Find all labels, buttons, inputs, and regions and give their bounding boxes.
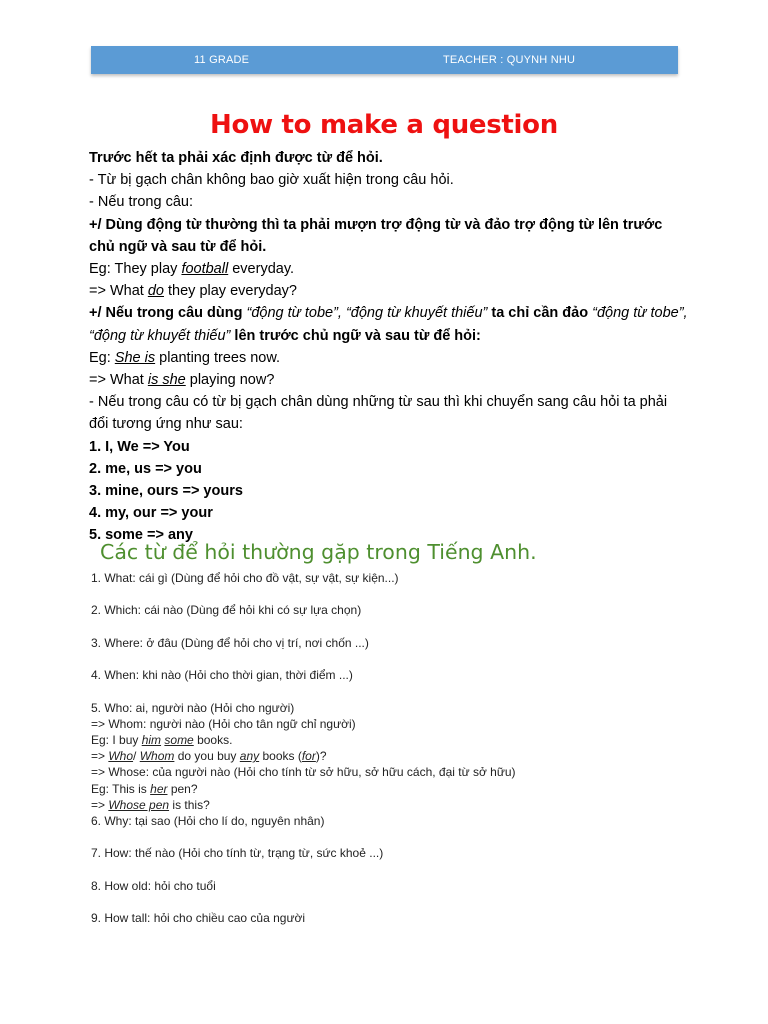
list-item: => Whom: người nào (Hỏi cho tân ngữ chỉ người) [91,716,356,731]
underlined-word: for [301,749,316,764]
list-item: 6. Why: tại sao (Hỏi cho lí do, nguyên nhân) [91,813,325,828]
list-item: => Whose: của người nào (Hỏi cho tính từ sở hữu, sở hữu cách, đại từ sở hữu) [91,765,516,780]
underlined-word: any [239,749,260,764]
header-bar [91,46,678,74]
list-item: 5. Who: ai, người nào (Hỏi cho người) [91,700,295,715]
question-words-list [91,570,691,926]
list-item: 9. How tall: hỏi cho chiều cao của người [91,911,306,926]
section-title: Các từ để hỏi thường gặp trong Tiếng Anh. [100,540,537,564]
rule-item: 3. mine, ours => yours [89,483,243,500]
underlined-word: Who [108,749,134,764]
rule-item: 5. some => any [89,527,193,544]
example-line: Eg: I buy him some books. [91,732,233,747]
example-line: Eg: They play football everyday. [89,261,295,278]
intro-line: - Nếu trong câu có từ bị gạch chân dùng những từ sau thì khi chuyển sang câu hỏi ta phải đổi tương ứng như sau: [89,394,668,433]
example-line: => Whose pen is this? [91,797,210,812]
underlined-word: her [150,781,168,796]
list-item: 1. What: cái gì (Dùng để hỏi cho đồ vật, sự vật, sự kiện...) [91,571,399,585]
underlined-word: football [181,261,229,278]
underlined-word: She is [114,349,156,366]
rule-item: 2. me, us => you [89,460,202,477]
rule-item: 4. my, our => your [89,505,213,522]
underlined-word: Whom [139,749,175,764]
teacher-label: TEACHER : QUYNH NHU [443,54,576,66]
example-line: => What do they play everyday? [89,283,297,300]
intro-line: Trước hết ta phải xác định được từ để hỏi. [89,150,383,166]
example-line: Eg: She is planting trees now. [89,349,281,366]
list-item: 8. How old: hỏi cho tuổi [91,878,216,893]
list-item: 7. How: thế nào (Hỏi cho tính từ, trạng từ, sức khoẻ ...) [91,846,384,861]
example-line: => What is she playing now? [89,372,275,389]
rule-tobe: +/ Nếu trong câu dùng “động từ tobe”, “động từ khuyết thiếu” ta chỉ cần đảo “động từ tobe”, “động từ khuyết thiếu” lên trước chủ ngữ và sau từ để hỏi: [89,305,688,344]
page-title: How to make a question [210,110,558,140]
rule-verb: +/ Dùng động từ thường thì ta phải mượn trợ động từ và đảo trợ động từ lên trước chủ ngữ và sau từ để hỏi. [89,216,663,255]
list-item: 2. Which: cái nào (Dùng để hỏi khi có sự lựa chọn) [91,603,362,618]
rule-item: 1. I, We => You [89,438,190,455]
intro-line: - Nếu trong câu: [89,194,193,211]
underlined-word: Whose pen [108,797,170,812]
underlined-word: some [164,732,194,747]
list-item: 3. Where: ở đâu (Dùng để hỏi cho vị trí, nơi chốn ...) [91,635,369,650]
underlined-word: is she [147,372,186,389]
intro-section [89,147,689,547]
example-line: Eg: This is her pen? [91,781,198,796]
grade-label: 11 GRADE [194,54,250,66]
underlined-word: him [141,732,162,747]
underlined-word: do [147,283,164,300]
list-item: 4. When: khi nào (Hỏi cho thời gian, thời điểm ...) [91,668,353,683]
intro-line: - Từ bị gạch chân không bao giờ xuất hiện trong câu hỏi. [89,172,454,189]
example-line: => Who/ Whom do you buy any books (for)? [91,749,327,764]
